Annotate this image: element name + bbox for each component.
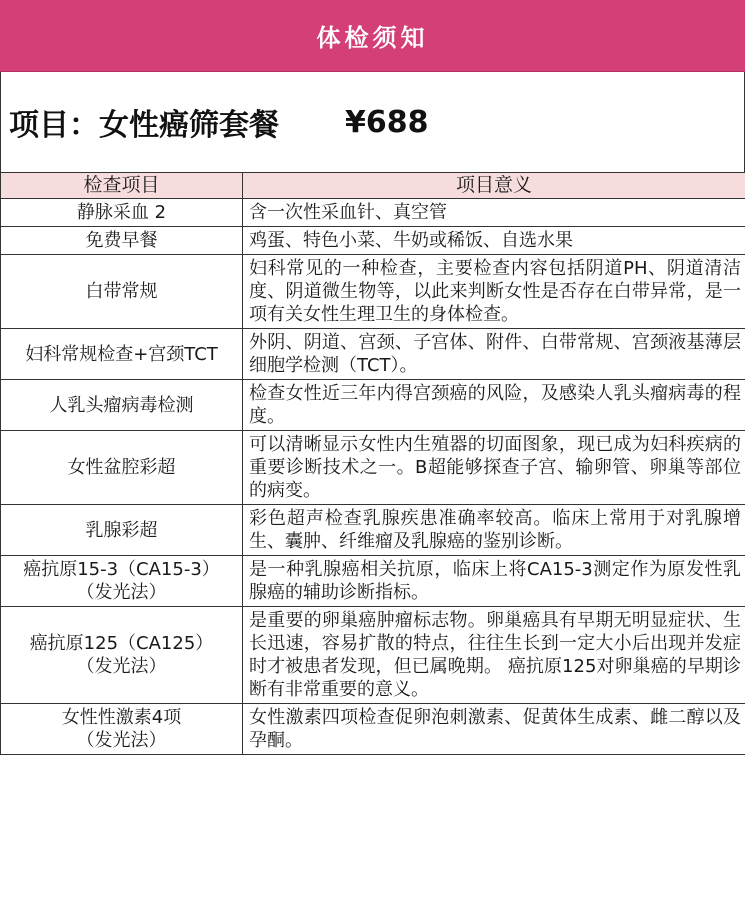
table-row (1, 431, 745, 505)
exam-item-name-line: 癌抗原15-3（CA15-3） (23, 559, 220, 580)
exam-item-name-line: 静脉采血 2 (76, 202, 167, 223)
table-row (1, 227, 745, 255)
table-row (1, 199, 745, 227)
exam-item-name-line: 女性性激素4项 (61, 707, 182, 728)
exam-item-name-line: 妇科常规检查+宫颈TCT (25, 343, 218, 365)
exam-item-name (1, 607, 243, 704)
exam-item-name-line: 人乳头瘤病毒检测 (49, 394, 194, 416)
exam-item-meaning: 含一次性采血针、真空管 (243, 199, 745, 227)
exam-item-meaning: 彩色超声检查乳腺疾患准确率较高。临床上常用于对乳腺增生、囊肿、纤维瘤及乳腺癌的鉴别诊断。 (243, 505, 745, 556)
exam-item-name-line: 免费早餐 (85, 230, 158, 251)
column-header-meaning: 项目意义 (243, 173, 745, 199)
exam-item-name-line: （发光法） (76, 730, 167, 751)
exam-items-table (0, 172, 745, 755)
exam-item-name-line: 白带常规 (85, 281, 158, 302)
exam-item-name (1, 431, 243, 505)
exam-item-name (1, 227, 243, 255)
table-row (1, 255, 745, 329)
package-name: 项目：女性癌筛套餐 (9, 108, 279, 143)
exam-item-meaning: 是重要的卵巢癌肿瘤标志物。卵巢癌具有早期无明显症状、生长迅速，容易扩散的特点，往往生长到一定大小后出现并发症时才被患者发现，但已属晚期。 癌抗原125对卵巢癌的早期诊断有非常重要的意义。 (243, 607, 745, 704)
exam-item-name-line: 女性盆腔彩超 (67, 457, 176, 478)
package-heading (0, 72, 745, 172)
exam-item-meaning: 是一种乳腺癌相关抗原，临床上将CA15-3测定作为原发性乳腺癌的辅助诊断指标。 (243, 556, 745, 607)
table-row (1, 380, 745, 431)
table-header-row (1, 173, 745, 199)
exam-item-name (1, 556, 243, 607)
package-price: ¥688 (345, 104, 429, 140)
exam-item-name (1, 505, 243, 556)
exam-item-name-line: 癌抗原125（CA125） (29, 633, 214, 654)
table-row (1, 505, 745, 556)
table-row (1, 607, 745, 704)
exam-item-name-line: （发光法） (76, 582, 167, 603)
table-row (1, 704, 745, 755)
exam-item-name (1, 380, 243, 431)
exam-item-name (1, 704, 243, 755)
exam-item-meaning: 妇科常见的一种检查，主要检查内容包括阴道PH、阴道清洁度、阴道微生物等，以此来判断女性是否存在白带异常，是一项有关女性生理卫生的身体检查。 (243, 255, 745, 329)
exam-item-name-line: （发光法） (76, 656, 167, 677)
page-title: 体检须知 (0, 0, 745, 72)
exam-item-name (1, 199, 243, 227)
exam-item-meaning: 女性激素四项检查促卵泡刺激素、促黄体生成素、雌二醇以及孕酮。 (243, 704, 745, 755)
exam-item-name (1, 329, 243, 380)
column-header-item: 检查项目 (1, 173, 243, 199)
exam-item-meaning: 鸡蛋、特色小菜、牛奶或稀饭、自选水果 (243, 227, 745, 255)
exam-item-meaning: 可以清晰显示女性内生殖器的切面图象，现已成为妇科疾病的重要诊断技术之一。B超能够探查子宫、输卵管、卵巢等部位的病变。 (243, 431, 745, 505)
table-row (1, 329, 745, 380)
table-row (1, 556, 745, 607)
exam-item-name (1, 255, 243, 329)
exam-item-meaning: 检查女性近三年内得宫颈癌的风险，及感染人乳头瘤病毒的程度。 (243, 380, 745, 431)
exam-item-name-line: 乳腺彩超 (85, 519, 158, 541)
exam-item-meaning: 外阴、阴道、宫颈、子宫体、附件、白带常规、宫颈液基薄层细胞学检测（TCT）。 (243, 329, 745, 380)
